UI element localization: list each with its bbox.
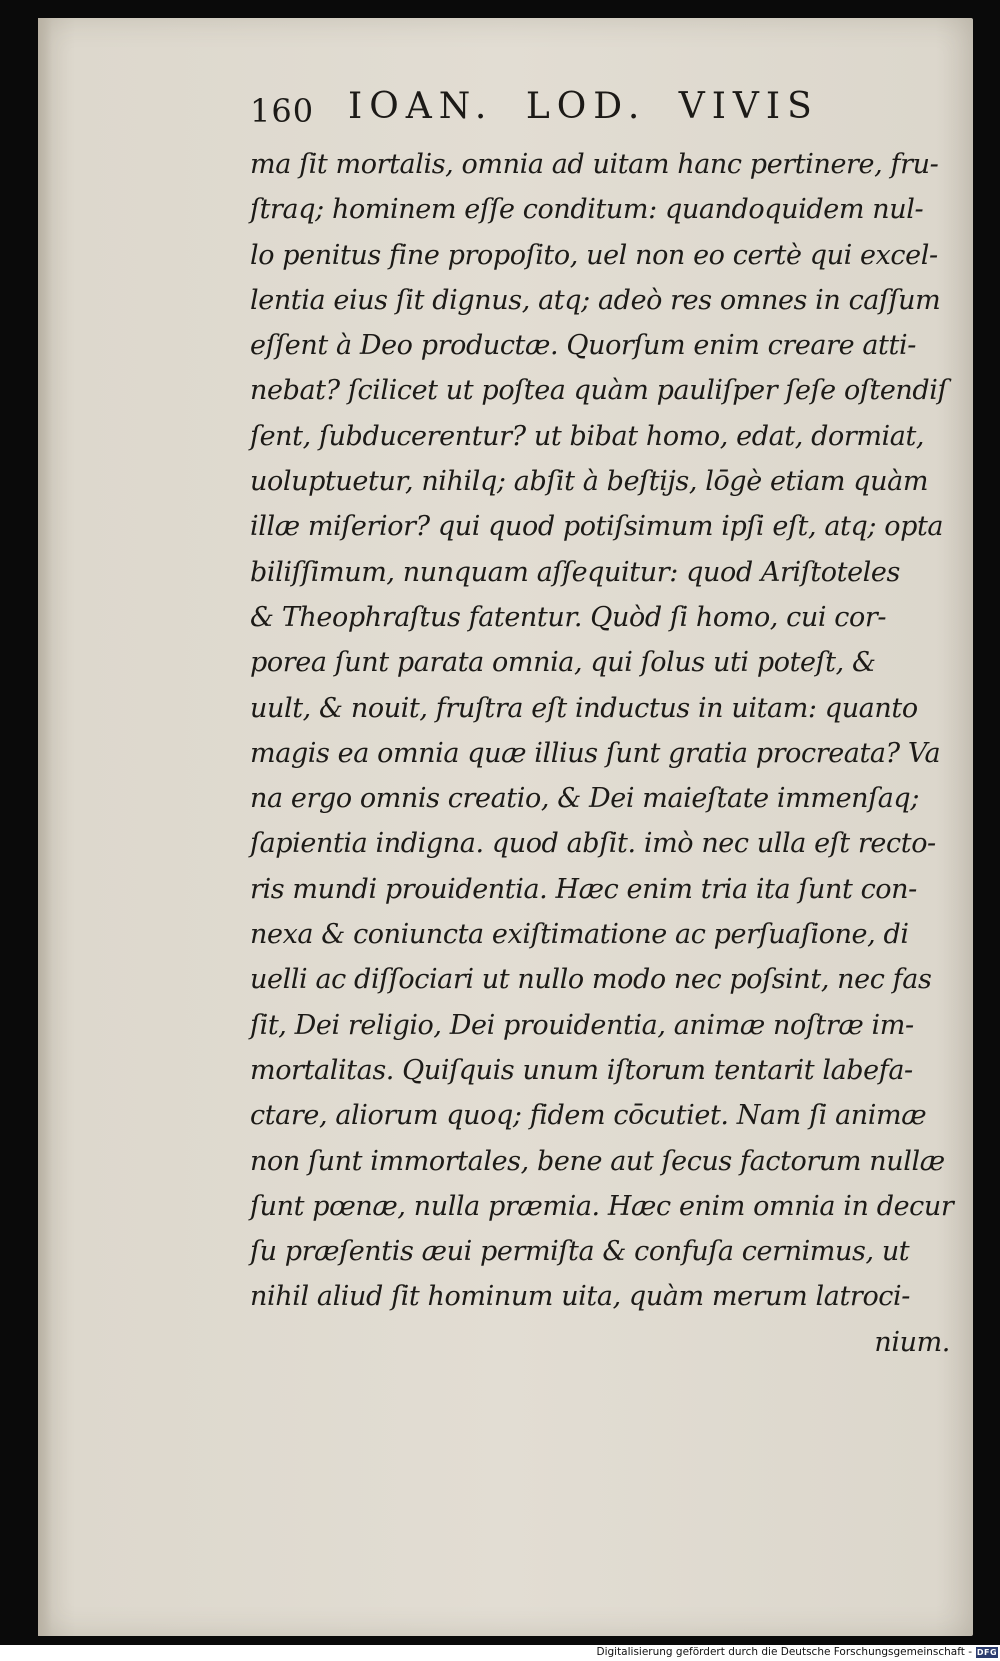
text-line: nium. — [874, 1326, 950, 1358]
page-header — [250, 86, 870, 136]
text-line: magis ea omnia quæ illius ſunt gratia procreata? Va — [250, 737, 941, 769]
text-line: non ſunt immortales, bene aut ſecus factorum nullæ — [250, 1145, 945, 1177]
dfg-logo: DFG — [976, 1648, 998, 1657]
text-line: na ergo omnis creatio, & Dei maieſtate immenſaq; — [250, 783, 920, 815]
text-line: illæ miſerior? qui quod potiſsimum ipſi eſt, atq; opta — [250, 511, 944, 543]
page-number: 160 — [250, 92, 315, 130]
text-line: ſapientia indigna. quod abſit. imò nec ulla eſt recto- — [250, 828, 936, 860]
text-line: ris mundi prouidentia. Hæc enim tria ita ſunt con- — [250, 873, 917, 905]
page-gutter-shadow — [38, 18, 52, 1636]
text-line: uoluptuetur, nihilq; abſit à beſtijs, lōgè etiam quàm — [250, 466, 929, 498]
text-line: ma ſit mortalis, omnia ad uitam hanc pertinere, fru- — [250, 149, 939, 180]
text-line: nebat? ſcilicet ut poſtea quàm pauliſper ſeſe oſtendiſ — [250, 375, 948, 407]
running-head: IOAN. LOD. VIVIS — [348, 86, 819, 127]
text-line: ſunt pœnæ, nulla præmia. Hæc enim omnia in decur — [250, 1190, 954, 1222]
text-line: mortalitas. Quiſquis unum iſtorum tentarit labefa- — [250, 1054, 913, 1086]
text-line: uult, & nouit, fruſtra eſt inductus in uitam: quanto — [250, 692, 918, 724]
text-line: nexa & coniuncta exiſtimatione ac perſuaſione, di — [250, 919, 909, 951]
text-line: ſent, ſubducerentur? ut bibat homo, edat, dormiat, — [250, 420, 925, 452]
funding-credit: Digitalisierung gefördert durch die Deutsche Forschungsgemeinschaft - — [596, 1646, 972, 1658]
text-line: & Theophraſtus fatentur. Quòd ſi homo, cui cor- — [250, 601, 887, 633]
text-line: biliſſimum, nunquam aſſequitur: quod Ariſtoteles — [250, 556, 900, 588]
text-line: lentia eius ſit dignus, atq; adeò res omnes in caſſum — [250, 284, 941, 316]
text-line: porea ſunt parata omnia, qui ſolus uti poteſt, & — [250, 647, 876, 679]
text-line: lo penitus fine propoſito, uel non eo certè qui excel- — [250, 239, 938, 271]
text-line: eſſent à Deo productæ. Quorſum enim creare atti- — [250, 330, 916, 362]
digitization-footer — [0, 1645, 1000, 1661]
text-line: uelli ac diſſociari ut nullo modo nec poſsint, nec fas — [250, 964, 932, 996]
text-line: nihil aliud ſit hominum uita, quàm merum latroci- — [250, 1281, 910, 1313]
text-line: ſtraq; hominem eſſe conditum: quandoquidem nul- — [250, 194, 924, 226]
text-line: ctare, aliorum quoq; fidem cōcutiet. Nam ſi animæ — [250, 1100, 927, 1132]
text-line: ſit, Dei religio, Dei prouidentia, animæ noſtræ im- — [250, 1009, 914, 1041]
text-line: ſu præſentis æui permiſta & confuſa cernimus, ut — [250, 1236, 910, 1268]
body-text — [250, 142, 955, 1365]
